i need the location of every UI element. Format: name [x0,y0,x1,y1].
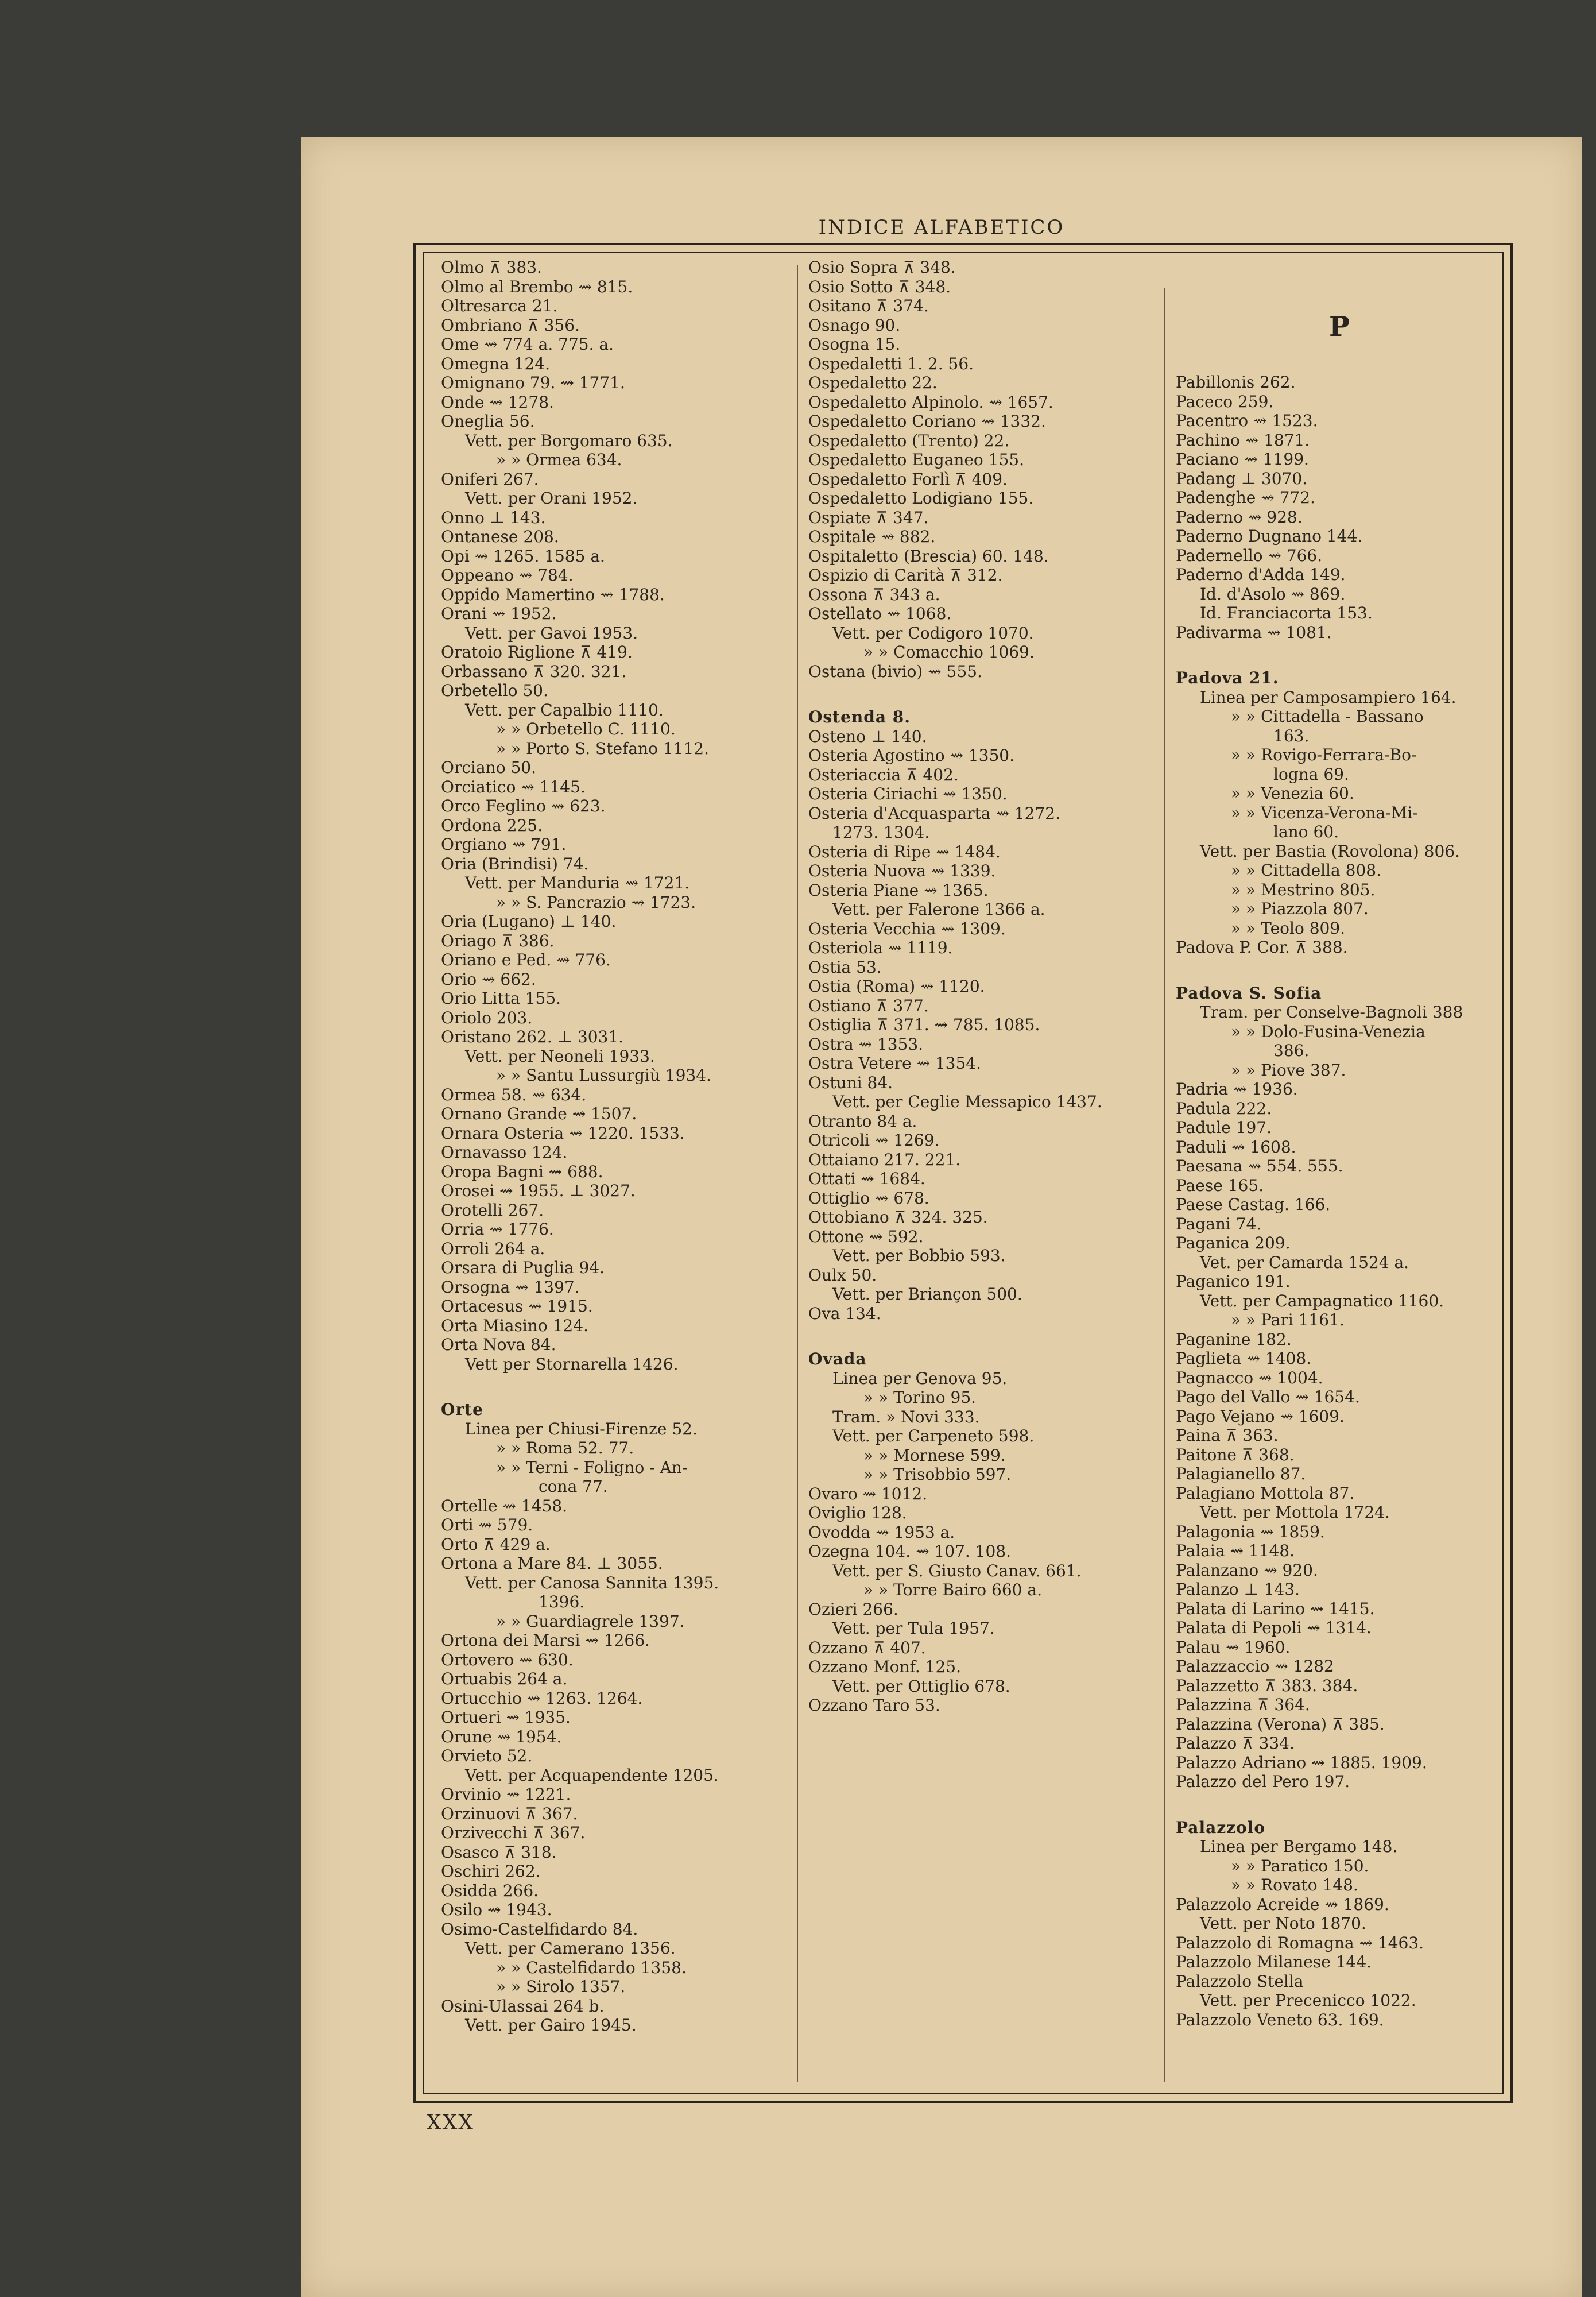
index-entry: Osio Sopra ⊼ 348. [808,258,956,277]
index-entry: Vett. per Orani 1952. [465,489,638,508]
index-entry: » » Trisobbio 597. [863,1465,1012,1484]
index-entry: Pacentro ⇝ 1523. [1176,411,1318,430]
index-entry: Osimo-Castelfidardo 84. [441,1919,638,1939]
index-entry: Orco Feglino ⇝ 623. [441,796,606,815]
index-entry: Ornara Osteria ⇝ 1220. 1533. [441,1123,685,1143]
index-entry: Ombriano ⊼ 356. [441,315,580,335]
index-entry: Vett. per Capalbio 1110. [465,700,664,720]
index-entry: Palazzo ⊼ 334. [1176,1734,1295,1753]
index-entry: Osteriola ⇝ 1119. [808,938,953,957]
index-entry: Palanzo ⊥ 143. [1176,1580,1300,1599]
index-entry: Osini-Ulassai 264 b. [441,1996,605,2016]
index-entry: Vett. per Tula 1957. [832,1619,995,1638]
index-entry: Orta Miasino 124. [441,1316,588,1335]
index-entry: Padivarma ⇝ 1081. [1176,622,1332,642]
index-entry: Pachino ⇝ 1871. [1176,430,1310,450]
index-entry: Palagonia ⇝ 1859. [1176,1522,1325,1541]
index-entry: Olmo ⊼ 383. [441,258,542,277]
index-entry: Orgiano ⇝ 791. [441,835,567,854]
index-heading: Padova S. Sofia [1176,983,1322,1003]
index-entry: Ospedaletto Coriano ⇝ 1332. [808,412,1046,431]
index-entry: Paina ⊼ 363. [1176,1426,1279,1445]
index-entry: Vett. per S. Giusto Canav. 661. [832,1561,1082,1580]
index-entry: Osteriaccia ⊼ 402. [808,765,959,784]
index-entry: » » Castelfidardo 1358. [496,1958,687,1977]
index-entry: Orzinuovi ⊼ 367. [441,1804,578,1823]
index-entry: » » Dolo-Fusina-Venezia [1231,1022,1425,1041]
index-entry: Paglieta ⇝ 1408. [1176,1349,1312,1368]
index-entry: » » Roma 52. 77. [496,1438,634,1457]
index-entry: Oriolo 203. [441,1008,533,1027]
index-entry: Vett. per Carpeneto 598. [832,1426,1035,1445]
column-divider [797,265,798,2082]
index-entry: Orio Litta 155. [441,989,561,1008]
index-entry: » » Torino 95. [863,1388,977,1407]
index-heading: Orte [441,1400,483,1419]
index-frame [413,243,1513,2103]
index-entry: Palazzolo di Romagna ⇝ 1463. [1176,1933,1424,1952]
index-entry: Vett. per Canosa Sannita 1395. [465,1573,719,1592]
index-entry: Ortovero ⇝ 630. [441,1650,574,1669]
index-entry: Oschiri 262. [441,1862,541,1881]
index-entry: Ostia (Roma) ⇝ 1120. [808,977,985,996]
index-entry: Ospitale ⇝ 882. [808,527,936,546]
index-entry: Oratoio Riglione ⊼ 419. [441,643,633,662]
index-entry: Orbassano ⊼ 320. 321. [441,662,627,681]
index-entry: Ositano ⊼ 374. [808,296,929,315]
index-heading: Palazzolo [1176,1818,1266,1837]
index-entry: Vett. per Acquapendente 1205. [465,1765,719,1785]
index-entry: Orsara di Puglia 94. [441,1258,605,1277]
index-entry: Tram. » Novi 333. [832,1407,980,1426]
index-entry: Osteno ⊥ 140. [808,726,927,746]
index-entry: Orsogna ⇝ 1397. [441,1277,580,1297]
index-column-2 [808,258,1159,2089]
index-entry: Paderno d'Adda 149. [1176,565,1346,584]
index-entry: Ome ⇝ 774 a. 775. a. [441,335,614,354]
index-entry: Oviglio 128. [808,1503,907,1522]
column-divider [1164,288,1165,2082]
index-entry: 1273. 1304. [832,823,930,842]
index-entry: Oria (Lugano) ⊥ 140. [441,912,617,931]
index-entry: » » Ormea 634. [496,450,622,469]
index-entry: Linea per Genova 95. [832,1368,1008,1388]
index-entry: Oulx 50. [808,1265,877,1285]
index-entry: Ottaiano 217. 221. [808,1150,961,1169]
index-entry: Ortona a Mare 84. ⊥ 3055. [441,1554,663,1573]
index-entry: Ostra Vetere ⇝ 1354. [808,1054,981,1073]
index-entry: Osnago 90. [808,315,901,335]
index-entry: Pagnacco ⇝ 1004. [1176,1368,1323,1387]
index-entry: » » Piazzola 807. [1231,899,1369,918]
index-entry: Orto ⊼ 429 a. [441,1534,551,1554]
index-entry: Vett. per Campagnatico 1160. [1200,1291,1444,1310]
index-entry: Orroli 264 a. [441,1239,545,1258]
index-entry: Paderno Dugnano 144. [1176,527,1363,546]
index-entry: Palazzolo Acreide ⇝ 1869. [1176,1894,1389,1914]
index-entry: » » Rovigo-Ferrara-Bo- [1231,745,1417,764]
entry-spacer [808,1323,1159,1340]
index-entry: » » Piove 387. [1231,1060,1346,1080]
index-entry: Pagani 74. [1176,1214,1262,1233]
index-entry: Paese 165. [1176,1175,1264,1195]
index-entry: Vett. per Borgomaro 635. [465,431,673,450]
index-entry: Vett. per Noto 1870. [1200,1914,1366,1933]
index-entry: Vett. per Bastia (Rovolona) 806. [1200,841,1460,861]
index-entry: Ostra ⇝ 1353. [808,1034,924,1054]
index-entry: Ospedaletto Alpinolo. ⇝ 1657. [808,392,1053,412]
index-entry: » » Santu Lussurgiù 1934. [496,1066,711,1085]
entry-spacer [1176,642,1503,659]
index-entry: Ospedaletto Lodigiano 155. [808,489,1034,508]
index-entry: Ontanese 208. [441,527,559,546]
index-entry: Oriano e Ped. ⇝ 776. [441,950,611,969]
index-entry: Osteria Piane ⇝ 1365. [808,880,989,900]
index-entry: Ormea 58. ⇝ 634. [441,1085,587,1104]
index-entry: Ostuni 84. [808,1073,893,1092]
index-entry: Ozzano Taro 53. [808,1696,940,1715]
index-entry: » » Venezia 60. [1231,784,1354,803]
index-entry: Otricoli ⇝ 1269. [808,1131,940,1150]
index-entry: Osasco ⊼ 318. [441,1842,557,1862]
index-entry: Palazzaccio ⇝ 1282 [1176,1657,1334,1676]
index-entry: Palazzina ⊼ 364. [1176,1695,1310,1714]
index-entry: Palazzolo Veneto 63. 169. [1176,2010,1384,2029]
index-entry: Pago Vejano ⇝ 1609. [1176,1406,1345,1426]
index-entry: Palata di Larino ⇝ 1415. [1176,1599,1375,1618]
index-entry: Orune ⇝ 1954. [441,1727,562,1746]
index-entry: Vett. per Mottola 1724. [1200,1503,1390,1522]
index-entry: Oniferi 267. [441,469,539,489]
index-entry: Ottati ⇝ 1684. [808,1169,925,1188]
entry-spacer [1176,957,1503,975]
index-entry: Osilo ⇝ 1943. [441,1900,552,1919]
entry-spacer [1176,1792,1503,1809]
index-entry: Ostiano ⊼ 377. [808,996,929,1015]
index-entry: Osidda 266. [441,1881,539,1900]
index-entry: Orotelli 267. [441,1200,544,1220]
index-entry: Vett. per Gavoi 1953. [465,623,638,643]
index-entry: Oppeano ⇝ 784. [441,566,574,585]
index-entry: Ossona ⊼ 343 a. [808,585,940,604]
index-entry: Ortueri ⇝ 1935. [441,1708,571,1727]
index-entry: Paganica 209. [1176,1233,1291,1252]
index-entry: Ozzano Monf. 125. [808,1657,962,1676]
index-entry: Osteria d'Acquasparta ⇝ 1272. [808,803,1060,823]
index-entry: Vett. per Precenicco 1022. [1200,1991,1416,2010]
index-entry: Paitone ⊼ 368. [1176,1445,1295,1464]
index-entry: Pabillonis 262. [1176,373,1296,392]
index-entry: » » Terni - Foligno - An- [496,1457,688,1477]
index-entry: » » Cittadella - Bassano [1231,707,1424,726]
index-entry: Palazzo del Pero 197. [1176,1772,1350,1791]
index-entry: Oristano 262. ⊥ 3031. [441,1027,624,1046]
index-entry: Palagianello 87. [1176,1464,1306,1483]
index-entry: 1396. [539,1592,585,1611]
index-entry: Palau ⇝ 1960. [1176,1637,1291,1657]
index-entry: Paese Castag. 166. [1176,1195,1331,1214]
index-entry: Ottiglio ⇝ 678. [808,1188,929,1208]
index-entry: lano 60. [1273,822,1339,841]
index-entry: Orzivecchi ⊼ 367. [441,1823,586,1842]
index-entry: Orani ⇝ 1952. [441,604,557,623]
index-entry: Paderno ⇝ 928. [1176,507,1303,527]
index-entry: Onde ⇝ 1278. [441,392,554,412]
index-entry: Paesana ⇝ 554. 555. [1176,1157,1343,1175]
index-entry: Ostana (bivio) ⇝ 555. [808,662,982,681]
index-entry: Vett. per Ottiglio 678. [832,1676,1010,1696]
index-entry: Oriago ⊼ 386. [441,931,555,950]
index-entry: » » Porto S. Stefano 1112. [496,738,710,758]
index-entry: Vett. per Falerone 1366 a. [832,900,1045,919]
index-entry: Linea per Chiusi-Firenze 52. [465,1419,698,1438]
index-entry: Palazzolo Stella [1176,1971,1304,1991]
index-entry: Padenghe ⇝ 772. [1176,488,1315,507]
index-entry: Ozzano ⊼ 407. [808,1638,926,1657]
index-entry: Palanzano ⇝ 920. [1176,1560,1318,1580]
index-entry: Osteria Ciriachi ⇝ 1350. [808,784,1008,803]
index-entry: Omegna 124. [441,354,550,373]
index-entry: Vett. per Bobbio 593. [832,1246,1006,1265]
index-column-1 [441,258,791,2089]
index-entry: Ovodda ⇝ 1953 a. [808,1522,955,1542]
page-folio: XXX [427,2111,474,2134]
index-entry: Ospedaletto Forlì ⊼ 409. [808,469,1008,489]
index-entry: Ozegna 104. ⇝ 107. 108. [808,1542,1012,1561]
index-entry: Ortona dei Marsi ⇝ 1266. [441,1631,650,1650]
index-entry: Ospedaletto Euganeo 155. [808,450,1025,469]
index-entry: Orbetello 50. [441,681,548,700]
index-entry: Tram. per Conselve-Bagnoli 388 [1200,1003,1463,1022]
index-entry: Oria (Brindisi) 74. [441,854,589,873]
index-entry: logna 69. [1273,764,1349,784]
index-entry: Ospedaletti 1. 2. 56. [808,354,974,373]
index-entry: Ortuabis 264 a. [441,1669,568,1688]
index-entry: » » S. Pancrazio ⇝ 1723. [496,892,696,912]
index-entry: Osogna 15. [808,335,901,354]
index-entry: Ova 134. [808,1304,881,1323]
index-entry: » » Vicenza-Verona-Mi- [1231,803,1418,822]
index-entry: Palaia ⇝ 1148. [1176,1541,1295,1560]
index-entry: Linea per Bergamo 148. [1200,1837,1398,1856]
index-entry: » » Paratico 150. [1231,1856,1369,1876]
index-entry: » » Orbetello C. 1110. [496,720,676,738]
index-entry: » » Sirolo 1357. [496,1977,626,1996]
index-entry: Vet. per Camarda 1524 a. [1200,1252,1409,1272]
index-entry: Padang ⊥ 3070. [1176,469,1308,488]
index-entry: Ospizio di Carità ⊼ 312. [808,566,1003,585]
index-entry: Padova P. Cor. ⊼ 388. [1176,938,1348,957]
index-entry: Palagiano Mottola 87. [1176,1483,1355,1503]
index-entry: Ospitaletto (Brescia) 60. 148. [808,546,1049,566]
index-entry: » » Rovato 148. [1231,1876,1358,1894]
index-entry: Pago del Vallo ⇝ 1654. [1176,1387,1360,1406]
index-entry: Ordona 225. [441,815,543,835]
index-entry: Olmo al Brembo ⇝ 815. [441,277,633,296]
index-entry: Orio ⇝ 662. [441,969,536,989]
index-entry: Oppido Mamertino ⇝ 1788. [441,585,665,604]
index-entry: Vett. per Manduria ⇝ 1721. [465,873,690,892]
index-entry: Padule 197. [1176,1118,1272,1137]
index-entry: » » Mornese 599. [863,1445,1006,1465]
index-entry: Oneglia 56. [441,412,535,431]
index-entry: Orosei ⇝ 1955. ⊥ 3027. [441,1181,636,1200]
index-entry: » » Guardiagrele 1397. [496,1611,685,1631]
index-entry: Ovaro ⇝ 1012. [808,1484,928,1503]
index-entry: Paduli ⇝ 1608. [1176,1137,1296,1157]
index-entry: Vett. per Camerano 1356. [465,1939,676,1958]
index-entry: Vett. per Gairo 1945. [465,2016,637,2035]
index-entry: Orvieto 52. [441,1746,533,1765]
index-entry: Paciano ⇝ 1199. [1176,450,1309,469]
index-entry: Palazzolo Milanese 144. [1176,1952,1372,1971]
index-entry: Orta Nova 84. [441,1335,556,1354]
index-entry: Opi ⇝ 1265. 1585 a. [441,546,605,566]
index-entry: Ornano Grande ⇝ 1507. [441,1104,637,1123]
index-entry: Orti ⇝ 579. [441,1515,533,1534]
index-entry: Padernello ⇝ 766. [1176,546,1323,565]
index-entry: Ostellato ⇝ 1068. [808,604,952,623]
index-entry: Osteria Vecchia ⇝ 1309. [808,919,1006,938]
index-entry: Padula 222. [1176,1099,1272,1118]
index-entry: Vett. per Ceglie Messapico 1437. [832,1092,1102,1111]
index-entry: Vett. per Codigoro 1070. [832,623,1034,643]
index-entry: 163. [1273,726,1310,745]
book-page [301,137,1582,2297]
index-entry: Ostia 53. [808,957,882,977]
index-entry: » » Mestrino 805. [1231,880,1376,899]
index-entry: Ortelle ⇝ 1458. [441,1496,568,1515]
index-entry: Ornavasso 124. [441,1143,568,1162]
index-entry: Padria ⇝ 1936. [1176,1080,1298,1099]
index-entry: Palazzetto ⊼ 383. 384. [1176,1676,1358,1695]
index-entry: Vett. per Neoneli 1933. [465,1046,655,1066]
index-entry: Otranto 84 a. [808,1111,917,1131]
index-entry: Osteria di Ripe ⇝ 1484. [808,842,1001,861]
index-entry: Ospedaletto (Trento) 22. [808,431,1010,450]
index-heading: Ovada [808,1349,867,1368]
index-column-3 [1176,258,1503,2089]
index-entry: 386. [1273,1041,1310,1060]
index-entry: Orria ⇝ 1776. [441,1220,554,1239]
index-frame-inner [423,252,1504,2094]
index-entry: » » Teolo 809. [1231,918,1346,938]
index-entry: Palazzina (Verona) ⊼ 385. [1176,1714,1385,1734]
index-entry: Ottobiano ⊼ 324. 325. [808,1208,988,1227]
page-header: INDICE ALFABETICO [818,216,1065,239]
entry-spacer [441,1374,791,1391]
index-entry: Ozieri 266. [808,1599,898,1619]
index-entry: Orciano 50. [441,758,536,777]
index-entry: Oropa Bagni ⇝ 688. [441,1162,603,1181]
index-entry: Orciatico ⇝ 1145. [441,777,586,796]
index-heading: Ostenda 8. [808,707,911,726]
index-entry: Paganico 191. [1176,1272,1291,1291]
index-entry: Paganine 182. [1176,1329,1292,1349]
index-entry: Osteria Nuova ⇝ 1339. [808,861,996,880]
index-entry: Ortacesus ⇝ 1915. [441,1297,593,1316]
index-entry: Ostiglia ⊼ 371. ⇝ 785. 1085. [808,1015,1040,1034]
index-entry: Paceco 259. [1176,392,1274,411]
index-entry: Orvinio ⇝ 1221. [441,1785,571,1804]
index-entry: Ottone ⇝ 592. [808,1227,924,1246]
index-entry: cona 77. [539,1477,608,1496]
index-entry: Id. d'Asolo ⇝ 869. [1200,584,1346,604]
entry-spacer [808,681,1159,698]
index-entry: Vett. per Briançon 500. [832,1285,1022,1304]
index-entry: Osteria Agostino ⇝ 1350. [808,746,1014,765]
index-heading: Padova 21. [1176,668,1279,687]
index-entry: » » Torre Bairo 660 a. [863,1580,1042,1599]
index-entry: Oltresarca 21. [441,296,558,315]
index-entry: Linea per Camposampiero 164. [1200,687,1456,707]
index-entry: » » Pari 1161. [1231,1310,1345,1329]
index-entry: Ortucchio ⇝ 1263. 1264. [441,1688,643,1708]
index-entry: Ospiate ⊼ 347. [808,508,929,527]
section-letter: P [1328,311,1350,343]
index-entry: » » Cittadella 808. [1231,861,1381,880]
index-entry: Ospedaletto 22. [808,373,938,392]
index-entry: Palata di Pepoli ⇝ 1314. [1176,1618,1372,1637]
index-entry: Vett per Stornarella 1426. [465,1354,679,1374]
index-entry: Id. Franciacorta 153. [1200,604,1373,622]
index-entry: Osio Sotto ⊼ 348. [808,277,951,296]
index-entry: Onno ⊥ 143. [441,508,546,527]
index-entry: Omignano 79. ⇝ 1771. [441,373,625,392]
index-entry: » » Comacchio 1069. [863,643,1035,662]
index-entry: Palazzo Adriano ⇝ 1885. 1909. [1176,1753,1427,1772]
